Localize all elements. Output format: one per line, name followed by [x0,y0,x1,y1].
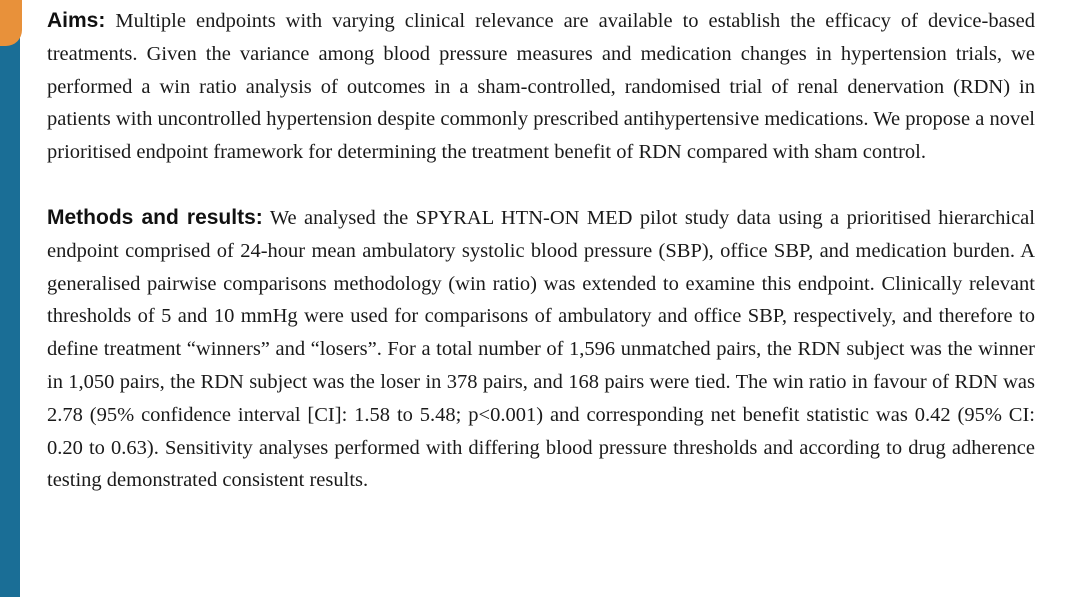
aims-section [47,5,1035,169]
abstract-content [47,5,1035,497]
side-accent-shape [0,0,22,46]
methods-results-heading: Methods and results: [47,205,263,229]
methods-results-section [47,202,1035,497]
methods-results-text: We analysed the SPYRAL HTN-ON MED pilot study data using a prioritised hierarchical endpoint comprised of 24-hour mean ambulatory systolic blood pressure (SBP), office SBP, and medication burden. A generalised pairwise comparisons methodology (win ratio) was extended to examine this endpoint. Clinically relevant thresholds of 5 and 10 mmHg were used for comparisons of ambulatory and office SBP, respectively, and therefore to define treatment “winners” and “losers”. For a total number of 1,596 unmatched pairs, the RDN subject was the winner in 1,050 pairs, the RDN subject was the loser in 378 pairs, and 168 pairs were tied. The win ratio in favour of RDN was 2.78 (95% confidence interval [CI]: 1.58 to 5.48; p<0.001) and corresponding net benefit statistic was 0.42 (95% CI: 0.20 to 0.63). Sensitivity analyses performed with differing blood pressure thresholds and according to drug adherence testing demonstrated consistent results. [47,206,1035,492]
aims-heading: Aims: [47,9,106,32]
side-color-bar [0,0,20,597]
aims-text: Multiple endpoints with varying clinical relevance are available to establish the efficacy of device-based treatments. Given the variance among blood pressure measures and medication changes in hypertension trials, we performed a win ratio analysis of outcomes in a sham-controlled, randomised trial of renal denervation (RDN) in patients with uncontrolled hypertension despite commonly prescribed antihypertensive medications. We propose a novel prioritised endpoint framework for determining the treatment benefit of RDN compared with sham control. [47,10,1036,164]
